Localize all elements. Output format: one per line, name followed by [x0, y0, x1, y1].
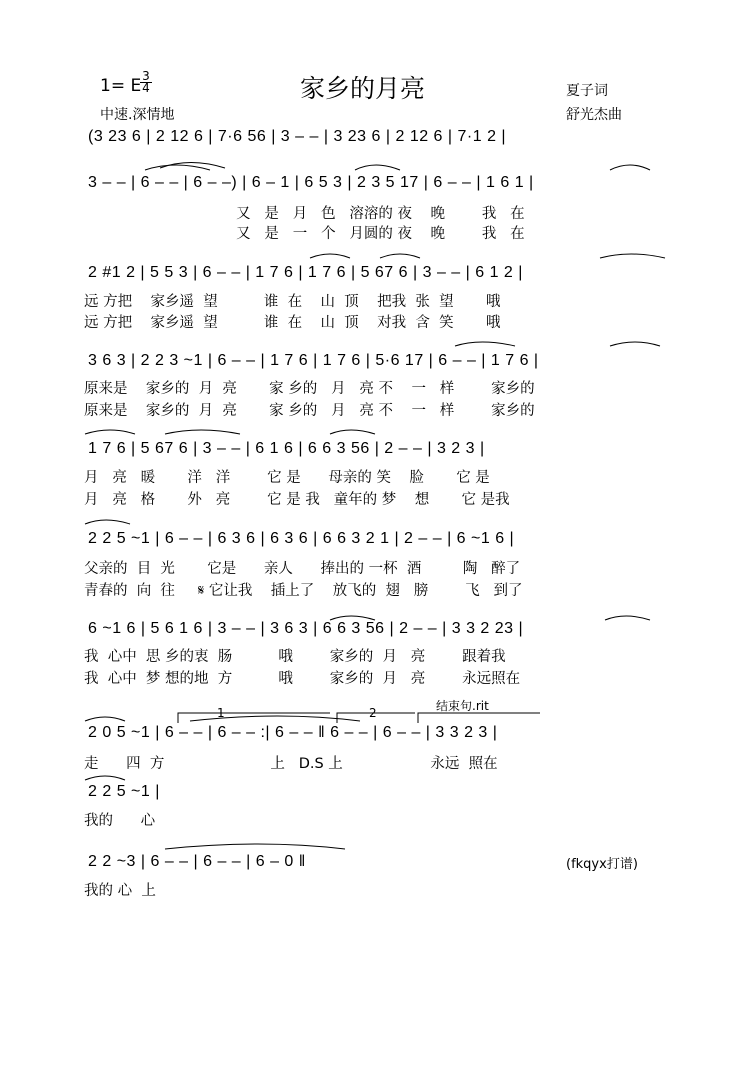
volta-1-label: 1 — [217, 706, 225, 720]
slur — [310, 254, 350, 258]
lyric-line: 又 是 月 色 溶溶的 夜 晚 我 在 — [84, 206, 525, 222]
lyric-line: 原来是 家乡的 月 亮 家 乡的 月 亮 不 一 样 家乡的 — [84, 403, 535, 419]
notation-row: 3 – – | 6 – – | 6 – –) | 6 – 1 | 6 5 3 | 2 3 5 17 | 6 – – | 1 6 1 | — [88, 174, 534, 191]
transcriber-credit: (fkqyx打谱) — [566, 857, 638, 872]
tempo-marking: 中速.深情地 — [100, 107, 175, 123]
slur — [455, 342, 515, 346]
notation-row: (3 23 6 | 2 12 6 | 7·6 56 | 3 – – | 3 23 6 | 2 12 6 | 7·1 2 | — [88, 128, 507, 145]
slur — [330, 430, 375, 434]
lyric-line: 我 心中 思 乡的衷 肠 哦 家乡的 月 亮 跟着我 — [84, 649, 506, 665]
volta-1-bracket — [178, 713, 330, 723]
slur — [85, 717, 125, 721]
slur — [190, 716, 360, 721]
time-numerator: 3 — [142, 69, 150, 83]
lyric-line: 我的 心 — [84, 813, 156, 829]
composer-credit: 舒光杰曲 — [566, 107, 622, 123]
lyric-line: 父亲的 目 光 它是 亲人 捧出的 一杯 酒 陶 醉了 — [84, 561, 521, 577]
slur — [160, 163, 225, 169]
ending-note: 结束句.rit — [436, 699, 489, 713]
slur — [380, 254, 420, 258]
notation-row: 2 0 5 ~1 | 6 – – | 6 – – :| 6 – – ‖ 6 – – | 6 – – | 3 3 2 3 | — [88, 724, 498, 741]
slur — [610, 342, 660, 346]
notation-row: 2 #1 2 | 5 5 3 | 6 – – | 1 7 6 | 1 7 6 | 5 67 6 | 3 – – | 6 1 2 | — [88, 264, 523, 281]
lyric-line: 走 四 方 上 D.S 上 永远 照在 — [84, 756, 498, 772]
slur — [600, 254, 665, 258]
lyricist-credit: 夏子词 — [566, 83, 608, 99]
key-signature: 1= E — [100, 76, 142, 96]
slur — [85, 520, 130, 524]
time-signature — [140, 71, 152, 94]
notation-row: 2 2 ~3 | 6 – – | 6 – – | 6 – 0 ‖ — [88, 853, 306, 870]
notation-row: 3 6 3 | 2 2 3 ~1 | 6 – – | 1 7 6 | 1 7 6 | 5·6 17 | 6 – – | 1 7 6 | — [88, 352, 539, 369]
page-title: 家乡的月亮 — [300, 74, 426, 103]
notation-row: 2 2 5 ~1 | 6 – – | 6 3 6 | 6 3 6 | 6 6 3 2 1 | 2 – – | 6 ~1 6 | — [88, 530, 515, 547]
volta-2-label: 2 — [369, 706, 377, 720]
ending-bracket — [418, 713, 540, 723]
slur — [85, 430, 135, 434]
lyric-line: 月 亮 格 外 亮 它 是 我 童年的 梦 想 它 是我 — [84, 492, 510, 508]
slur — [165, 844, 345, 849]
slur — [355, 165, 400, 170]
lyric-line: 我 心中 梦 想的地 方 哦 家乡的 月 亮 永远照在 — [84, 671, 521, 687]
lyric-line: 远 方把 家乡遥 望 谁 在 山 顶 对我 含 笑 哦 — [84, 315, 501, 331]
slur — [85, 776, 125, 780]
notation-row: 1 7 6 | 5 67 6 | 3 – – | 6 1 6 | 6 6 3 56 | 2 – – | 3 2 3 | — [88, 440, 485, 457]
lyric-line: 原来是 家乡的 月 亮 家 乡的 月 亮 不 一 样 家乡的 — [84, 381, 535, 397]
lyric-line: 远 方把 家乡遥 望 谁 在 山 顶 把我 张 望 哦 — [84, 294, 501, 310]
lyric-line: 又 是 一 个 月圆的 夜 晚 我 在 — [84, 226, 525, 242]
slur — [165, 430, 240, 434]
lyric-line: 青春的 向 往 𝄋 它让我 插上了 放飞的 翅 膀 飞 到了 — [84, 583, 523, 599]
notation-row: 2 2 5 ~1 | — [88, 783, 160, 800]
lyric-line: 月 亮 暖 洋 洋 它 是 母亲的 笑 脸 它 是 — [84, 470, 490, 486]
time-denominator: 4 — [140, 82, 152, 94]
lyric-line: 我的 心 上 — [84, 883, 156, 899]
notation-row: 6 ~1 6 | 5 6 1 6 | 3 – – | 3 6 3 | 6 6 3 56 | 2 – – | 3 3 2 23 | — [88, 620, 524, 637]
slur — [145, 165, 210, 170]
slur — [610, 165, 650, 170]
